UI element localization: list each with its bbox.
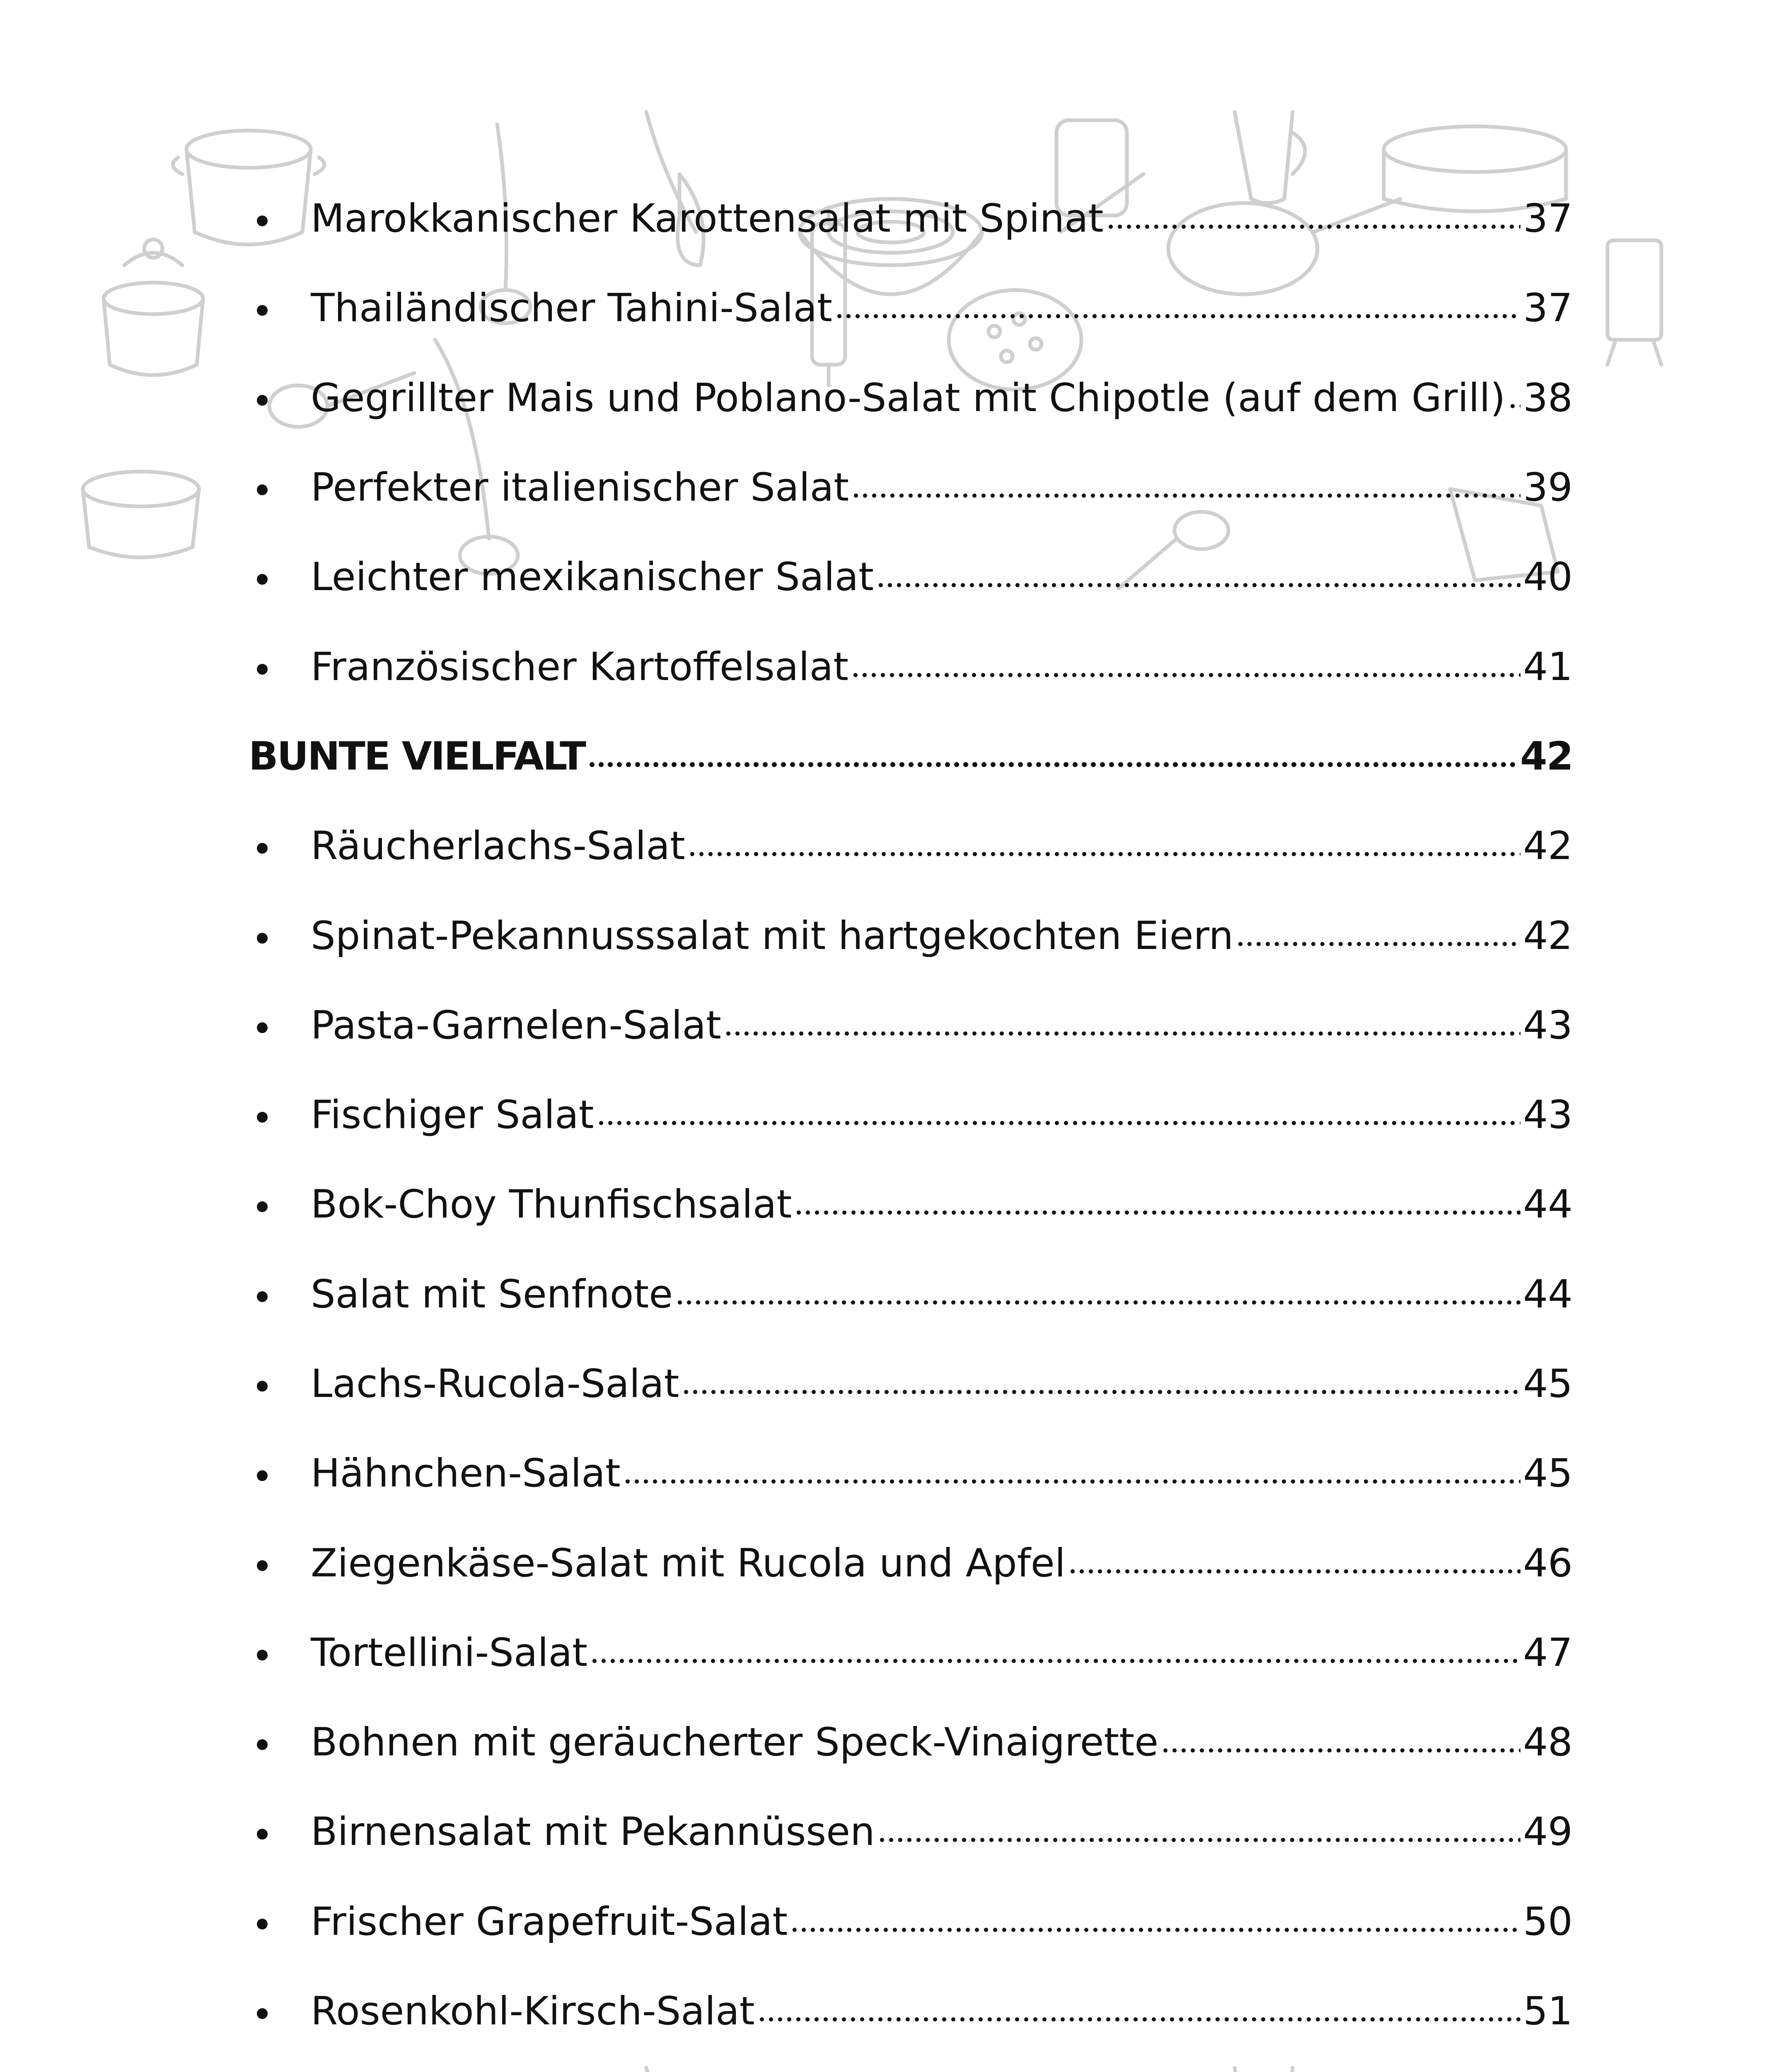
toc-entry[interactable] xyxy=(249,2056,1573,2072)
toc-entry[interactable] xyxy=(249,1787,1573,1877)
bullet-icon xyxy=(257,1022,268,1033)
dot-leader xyxy=(675,1282,1520,1307)
dot-leader xyxy=(835,296,1520,321)
toc-page-number: 46 xyxy=(1523,1540,1573,1586)
dot-leader xyxy=(877,1820,1521,1844)
dot-leader xyxy=(851,655,1520,680)
toc-entry-title: Frischer Grapefruit-Salat xyxy=(311,1899,788,1944)
toc-entry[interactable] xyxy=(249,1877,1573,1967)
toc-entry-title: Thailändischer Tahini-Salat xyxy=(311,286,832,331)
toc-page-number: 48 xyxy=(1523,1720,1573,1765)
toc-entry-title: Spinat-Pekannusssalat mit hartgekochten Eiern xyxy=(311,913,1234,959)
toc-entry[interactable] xyxy=(249,443,1573,533)
dot-leader xyxy=(682,1372,1520,1397)
toc-entry[interactable] xyxy=(249,264,1573,353)
toc-page-number: 50 xyxy=(1523,1899,1573,1944)
toc-page-number: 45 xyxy=(1523,1451,1573,1496)
toc-entry-title: Fischiger Salat xyxy=(311,1092,594,1138)
bullet-icon xyxy=(257,1381,268,1392)
toc-entry-title: Lachs-Rucola-Salat xyxy=(311,1361,679,1406)
bullet-icon xyxy=(257,1650,268,1661)
dot-leader xyxy=(757,1999,1521,2024)
toc-page-number: 49 xyxy=(1523,1809,1573,1855)
toc-page-number: 37 xyxy=(1523,196,1573,242)
dot-leader xyxy=(724,1013,1520,1038)
toc-entry[interactable] xyxy=(249,353,1573,443)
toc-page-number: 42 xyxy=(1523,913,1573,959)
toc-entry-title: Französischer Kartoffelsalat xyxy=(311,644,849,690)
toc-entry[interactable] xyxy=(249,1518,1573,1608)
dot-leader xyxy=(1236,924,1520,949)
bullet-icon xyxy=(257,664,268,675)
toc-entry[interactable] xyxy=(249,801,1573,891)
table-of-contents xyxy=(249,174,1573,2072)
dot-leader xyxy=(623,1461,1521,1486)
dot-leader xyxy=(597,1103,1521,1128)
bullet-icon xyxy=(257,1739,268,1750)
bullet-icon xyxy=(257,1560,268,1571)
toc-page-number: 43 xyxy=(1523,1092,1573,1138)
dot-leader xyxy=(1068,1551,1521,1576)
toc-entry[interactable] xyxy=(249,1160,1573,1249)
toc-entry[interactable] xyxy=(249,1250,1573,1339)
toc-entry-title: Marokkanischer Karottensalat mit Spinat xyxy=(311,196,1104,242)
toc-entry[interactable] xyxy=(249,174,1573,264)
toc-entry[interactable] xyxy=(249,1339,1573,1429)
toc-entry-title: Leichter mexikanischer Salat xyxy=(311,554,874,600)
dot-leader xyxy=(1508,386,1521,411)
bullet-icon xyxy=(257,1291,268,1302)
toc-entry[interactable] xyxy=(249,1608,1573,1698)
toc-entry-title: Bok-Choy Thunfischsalat xyxy=(311,1182,792,1227)
toc-entry-title: Gegrillter Mais und Poblano-Salat mit Chipotle (auf dem Grill) xyxy=(311,375,1506,421)
bullet-icon xyxy=(257,1201,268,1212)
grater-icon xyxy=(1607,240,1661,365)
dot-leader xyxy=(1161,1730,1520,1755)
toc-entry[interactable] xyxy=(249,891,1573,980)
toc-page-number: 37 xyxy=(1523,286,1573,331)
toc-entry-title: Perfekter italienischer Salat xyxy=(311,465,849,511)
bullet-icon xyxy=(257,843,268,854)
toc-page-number: 44 xyxy=(1523,1182,1573,1227)
dot-leader xyxy=(688,834,1520,859)
toc-entry[interactable] xyxy=(249,622,1573,712)
toc-entry-title: Salat mit Senfnote xyxy=(311,1271,673,1317)
dot-leader xyxy=(851,475,1520,500)
dot-leader xyxy=(1106,206,1521,231)
toc-entry[interactable] xyxy=(249,1698,1573,1787)
toc-entry-title: Hähnchen-Salat xyxy=(311,1451,621,1496)
bullet-icon xyxy=(257,1112,268,1123)
toc-page-number: 45 xyxy=(1523,1361,1573,1406)
dot-leader xyxy=(790,1910,1520,1934)
toc-page-number: 42 xyxy=(1523,823,1573,869)
bullet-icon xyxy=(257,1919,268,1929)
bullet-icon xyxy=(257,395,268,406)
toc-entry[interactable] xyxy=(249,981,1573,1070)
toc-entry[interactable] xyxy=(249,1070,1573,1160)
bullet-icon xyxy=(257,1470,268,1481)
dot-leader xyxy=(587,744,1518,769)
dot-leader xyxy=(876,565,1520,590)
bullet-icon xyxy=(257,574,268,585)
bullet-icon xyxy=(257,2008,268,2019)
bullet-icon xyxy=(257,215,268,226)
bullet-icon xyxy=(257,1829,268,1840)
toc-section-heading[interactable] xyxy=(249,712,1573,801)
pot-icon-2 xyxy=(83,472,199,557)
casserole-icon xyxy=(104,240,203,375)
toc-page-number: 39 xyxy=(1523,465,1573,511)
toc-entry-title: BUNTE VIELFALT xyxy=(249,733,585,779)
toc-entry-title: Rosenkohl-Kirsch-Salat xyxy=(311,1989,755,2034)
dot-leader xyxy=(794,1192,1520,1217)
toc-page-number: 51 xyxy=(1523,1989,1573,2034)
bullet-icon xyxy=(257,305,268,316)
toc-entry-title: Ziegenkäse-Salat mit Rucola und Apfel xyxy=(311,1540,1066,1586)
toc-page-number: 41 xyxy=(1523,644,1573,690)
toc-entry[interactable] xyxy=(249,1967,1573,2056)
dot-leader xyxy=(590,1641,1520,1665)
toc-entry-title: Pasta-Garnelen-Salat xyxy=(311,1002,721,1048)
toc-entry-title: Räucherlachs-Salat xyxy=(311,823,685,869)
toc-entry[interactable] xyxy=(249,1429,1573,1518)
toc-page-number: 44 xyxy=(1523,1271,1573,1317)
bullet-icon xyxy=(257,484,268,495)
toc-page-number: 43 xyxy=(1523,1002,1573,1048)
toc-page-number: 47 xyxy=(1523,1630,1573,1675)
toc-page-number: 38 xyxy=(1523,375,1573,421)
toc-page-number: 40 xyxy=(1523,554,1573,600)
toc-entry[interactable] xyxy=(249,533,1573,622)
toc-entry-title: Tortellini-Salat xyxy=(311,1630,588,1675)
toc-page-number: 42 xyxy=(1520,733,1573,779)
toc-entry-title: Birnensalat mit Pekannüssen xyxy=(311,1809,875,1855)
bullet-icon xyxy=(257,933,268,944)
toc-entry-title: Bohnen mit geräucherter Speck-Vinaigrette xyxy=(311,1720,1159,1765)
